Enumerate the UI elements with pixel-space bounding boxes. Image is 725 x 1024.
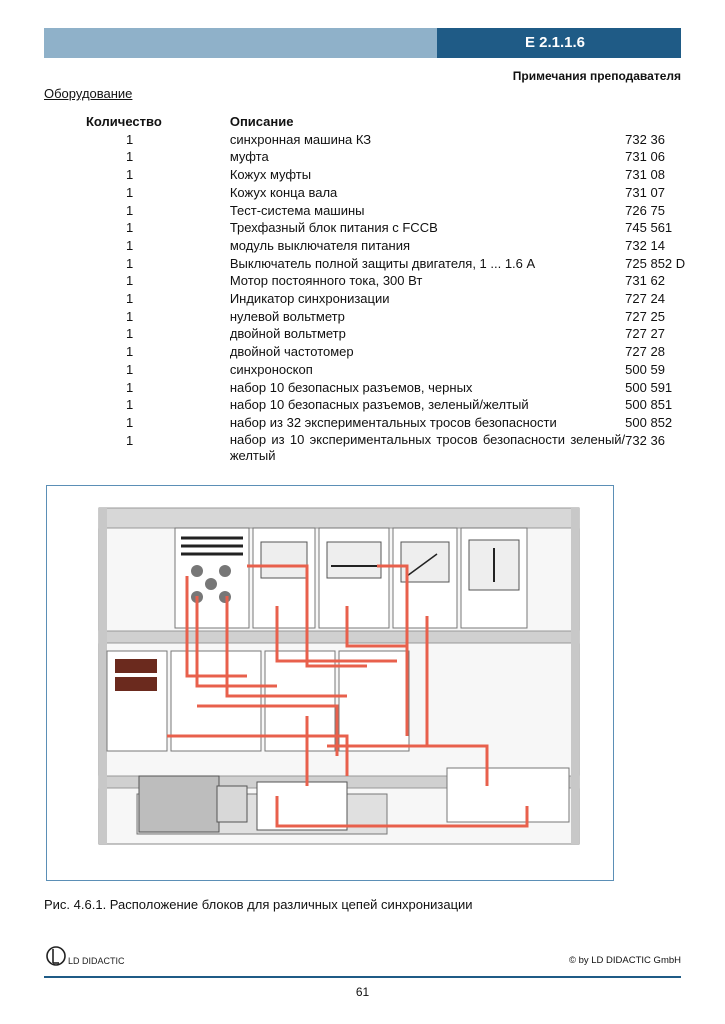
- machine-test-system: [447, 768, 569, 822]
- row-desc: синхроноскоп: [229, 361, 313, 377]
- row-code: 500 852: [625, 414, 673, 430]
- copyright-text: © by LD DIDACTIC GmbH: [568, 955, 681, 966]
- lamp-icon: [219, 591, 231, 603]
- row-code: 727 24: [625, 291, 665, 307]
- table-row: [86, 272, 725, 290]
- row-desc: Кожух конца вала: [229, 184, 338, 200]
- row-qty: 1: [126, 326, 134, 342]
- table-row: [86, 290, 725, 308]
- logo-text: LD DIDACTIC: [68, 956, 125, 966]
- header-band-light: [44, 28, 437, 58]
- row-code: 500 851: [625, 397, 673, 413]
- row-desc: набор из 10 экспериментальных тросов безопасности зеленый/желтый: [229, 431, 626, 463]
- row-qty: 1: [126, 220, 134, 236]
- table-row: [86, 131, 725, 149]
- rack-middle-rail: [99, 631, 579, 643]
- row-desc: нулевой вольтметр: [229, 308, 345, 324]
- row-code: 731 07: [625, 184, 665, 200]
- row-qty: 1: [126, 184, 134, 200]
- column-header-code: [625, 113, 725, 131]
- equipment-table: [86, 113, 725, 464]
- rack-right-post: [571, 508, 579, 844]
- row-qty: 1: [126, 432, 134, 448]
- double-voltmeter-display: [327, 542, 381, 578]
- figure-caption: Рис. 4.6.1. Расположение блоков для различных цепей синхронизации: [44, 897, 473, 912]
- row-code: 500 591: [625, 379, 673, 395]
- table-row: [86, 396, 725, 414]
- dc-motor: [139, 776, 219, 832]
- column-header-quantity: Количество: [86, 114, 162, 129]
- row-qty: 1: [126, 361, 134, 377]
- equipment-heading: Оборудование: [44, 86, 133, 101]
- table-row: [86, 432, 725, 464]
- row-code: 727 28: [625, 344, 665, 360]
- row-desc: Трехфазный блок питания с FCCB: [229, 220, 438, 236]
- row-code: 731 06: [625, 149, 665, 165]
- row-code: 725 852 D: [625, 255, 686, 271]
- row-desc: модуль выключателя питания: [229, 237, 410, 253]
- table-row: [86, 379, 725, 397]
- row-code: 727 25: [625, 308, 665, 324]
- table-row: [86, 343, 725, 361]
- row-code: 731 08: [625, 167, 665, 183]
- row-code: 731 62: [625, 273, 665, 289]
- row-desc: набор 10 безопасных разъемов, зеленый/желтый: [229, 397, 529, 413]
- table-row: [86, 237, 725, 255]
- table-row: [86, 166, 725, 184]
- teacher-notes-label: Примечания преподавателя: [512, 69, 681, 83]
- row-desc: двойной частотомер: [229, 344, 354, 360]
- table-row: [86, 255, 725, 273]
- row-desc: двойной вольтметр: [229, 326, 346, 342]
- row-qty: 1: [126, 149, 134, 165]
- column-header-description: Описание: [229, 114, 294, 129]
- footer-rule: [44, 976, 681, 978]
- lamp-icon: [191, 565, 203, 577]
- row-qty: 1: [126, 414, 134, 430]
- row-desc: синхронная машина КЗ: [229, 131, 372, 147]
- row-desc: набор из 32 экспериментальных тросов безопасности: [229, 414, 557, 430]
- row-qty: 1: [126, 131, 134, 147]
- row-code: 732 36: [625, 131, 665, 147]
- zero-voltmeter-display: [261, 542, 307, 578]
- table-header-row: [86, 113, 725, 131]
- row-desc: Кожух муфты: [229, 167, 312, 183]
- row-qty: 1: [126, 344, 134, 360]
- row-desc: муфта: [229, 149, 269, 165]
- row-code: 732 14: [625, 237, 665, 253]
- row-code: 726 75: [625, 202, 665, 218]
- ld-logo-icon: [44, 941, 144, 971]
- row-qty: 1: [126, 397, 134, 413]
- row-qty: 1: [126, 273, 134, 289]
- rack-left-post: [99, 508, 107, 844]
- row-qty: 1: [126, 308, 134, 324]
- table-row: [86, 148, 725, 166]
- row-qty: 1: [126, 202, 134, 218]
- table-row: [86, 184, 725, 202]
- row-desc: набор 10 безопасных разъемов, черных: [229, 379, 473, 395]
- header-band-code: E 2.1.1.6: [437, 28, 681, 58]
- row-code: 732 36: [625, 432, 665, 448]
- lamp-icon: [219, 565, 231, 577]
- table-row: [86, 414, 725, 432]
- equipment-setup-illustration: [47, 486, 613, 880]
- synchronous-machine: [257, 782, 347, 830]
- row-qty: 1: [126, 237, 134, 253]
- row-qty: 1: [126, 255, 134, 271]
- row-desc: Выключатель полной защиты двигателя, 1 ... 1.6 А: [229, 255, 536, 271]
- rack-top-rail: [99, 508, 579, 528]
- lamp-icon: [205, 578, 217, 590]
- table-row: [86, 361, 725, 379]
- digital-display: [115, 659, 157, 673]
- row-qty: 1: [126, 167, 134, 183]
- row-desc: Тест-система машины: [229, 202, 365, 218]
- row-qty: 1: [126, 291, 134, 307]
- row-code: 745 561: [625, 220, 673, 236]
- ld-didactic-logo: [44, 941, 144, 971]
- row-desc: Индикатор синхронизации: [229, 291, 390, 307]
- coupling: [217, 786, 247, 822]
- page-number: 61: [355, 985, 370, 999]
- setup-diagram-figure: [46, 485, 614, 881]
- table-row: [86, 308, 725, 326]
- table-row: [86, 219, 725, 237]
- row-code: 727 27: [625, 326, 665, 342]
- table-row: [86, 325, 725, 343]
- table-row: [86, 202, 725, 220]
- row-code: 500 59: [625, 361, 665, 377]
- row-desc: Мотор постоянного тока, 300 Вт: [229, 273, 423, 289]
- digital-display: [115, 677, 157, 691]
- row-qty: 1: [126, 379, 134, 395]
